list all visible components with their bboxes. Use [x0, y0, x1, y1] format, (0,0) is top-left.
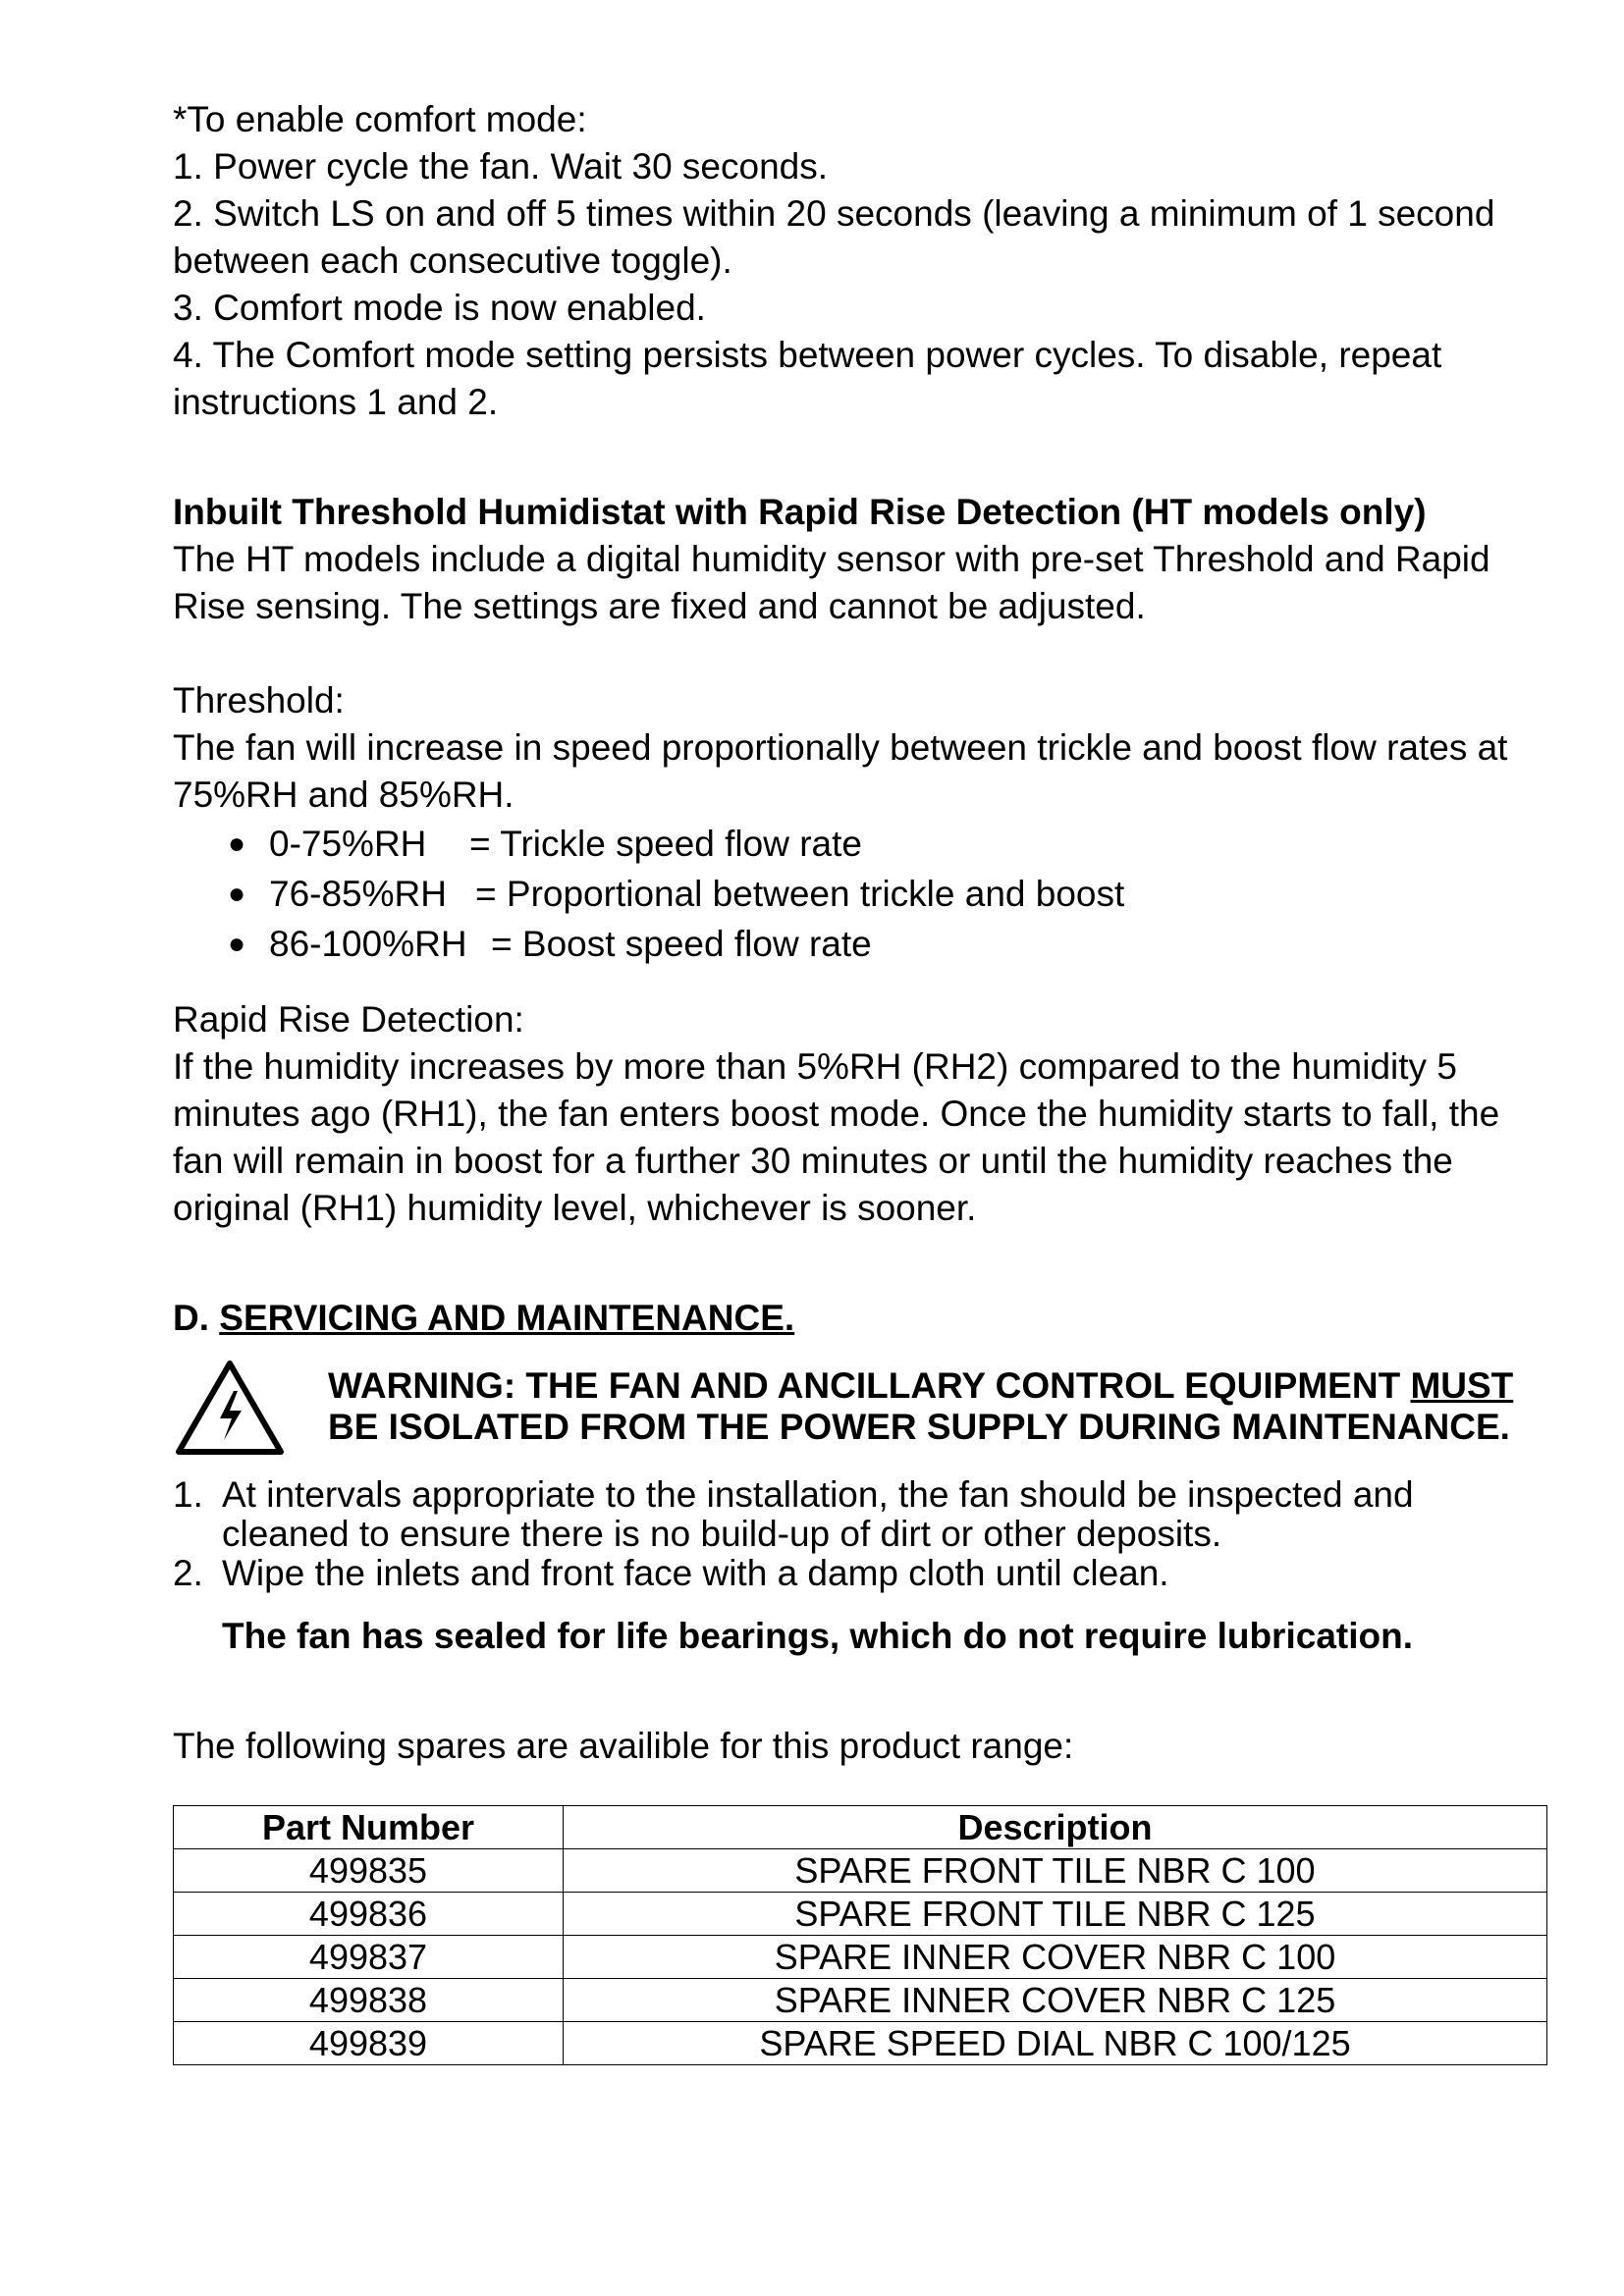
- part-number-cell: 499835: [174, 1849, 564, 1893]
- comfort-mode-heading: *To enable comfort mode:: [173, 99, 587, 139]
- description-cell: SPARE INNER COVER NBR C 125: [564, 1979, 1547, 2022]
- step-text: At intervals appropriate to the installation, the fan should be inspected and cleaned to ensure there is no build-up of dirt or other deposits.: [222, 1474, 1414, 1554]
- humidistat-intro: The HT models include a digital humidity sensor with pre-set Threshold and Rapid Rise sensing. The settings are fixed and cannot be adjusted.: [173, 539, 1490, 626]
- description-cell: SPARE SPEED DIAL NBR C 100/125: [564, 2022, 1547, 2065]
- header-description: Description: [564, 1806, 1547, 1849]
- step-number: 1.: [173, 1474, 203, 1515]
- bullet-icon: ●: [228, 878, 246, 910]
- maintenance-steps: [173, 1475, 1547, 1593]
- rapid-rise-label: Rapid Rise Detection:: [173, 999, 524, 1040]
- comfort-step-3: 3. Comfort mode is now enabled.: [173, 288, 706, 328]
- table-row: [174, 1893, 1547, 1936]
- table-row: [174, 1849, 1547, 1893]
- table-row: [174, 1979, 1547, 2022]
- threshold-label: Threshold:: [173, 680, 345, 721]
- servicing-prefix: D.: [173, 1298, 220, 1338]
- table-header-row: [174, 1806, 1547, 1849]
- rapid-rise-text: If the humidity increases by more than 5%RH (RH2) compared to the humidity 5 minutes ago (RH1), the fan enters boost mode. Once the humidity starts to fall, the fan will remain in boost for a further 30 minutes or until the humidity reaches the original (RH1) humidity level, whichever is sooner.: [173, 1046, 1500, 1228]
- part-number-cell: 499838: [174, 1979, 564, 2022]
- table-row: [174, 1936, 1547, 1979]
- maintenance-step: [173, 1554, 1547, 1593]
- bearing-note: The fan has sealed for life bearings, which do not require lubrication.: [222, 1616, 1413, 1656]
- bullet-icon: ●: [228, 828, 246, 860]
- servicing-title: SERVICING AND MAINTENANCE.: [219, 1298, 795, 1338]
- bullet-desc: = Proportional between trickle and boost: [475, 874, 1125, 914]
- description-cell: SPARE FRONT TILE NBR C 100: [564, 1849, 1547, 1893]
- electric-hazard-warning-icon: [173, 1358, 287, 1460]
- warning-text: WARNING: THE FAN AND ANCILLARY CONTROL EQUIPMENT MUST BE ISOLATED FROM THE POWER SUPPLY DURING MAINTENANCE.: [328, 1365, 1514, 1447]
- comfort-step-2: 2. Switch LS on and off 5 times within 20 seconds (leaving a minimum of 1 second between each consecutive toggle).: [173, 193, 1495, 281]
- step-text: Wipe the inlets and front face with a damp cloth until clean.: [222, 1553, 1169, 1593]
- part-number-cell: 499837: [174, 1936, 564, 1979]
- comfort-step-4: 4. The Comfort mode setting persists between power cycles. To disable, repeat instructions 1 and 2.: [173, 335, 1442, 422]
- description-cell: SPARE FRONT TILE NBR C 125: [564, 1893, 1547, 1936]
- maintenance-step: [173, 1475, 1547, 1554]
- part-number-cell: 499839: [174, 2022, 564, 2065]
- bullet-desc: = Trickle speed flow rate: [469, 824, 862, 864]
- bullet-range: 76-85%RH: [269, 874, 447, 914]
- warning-emphasis: MUST: [1410, 1365, 1514, 1406]
- humidistat-heading: Inbuilt Threshold Humidistat with Rapid Rise Detection (HT models only): [173, 492, 1427, 532]
- threshold-text: The fan will increase in speed proportionally between trickle and boost flow rates at 75%RH and 85%RH.: [173, 727, 1508, 815]
- bullet-item: [228, 869, 1547, 919]
- bullet-icon: ●: [228, 928, 246, 960]
- warning-block: [173, 1365, 1547, 1475]
- bullet-range: 86-100%RH: [269, 924, 467, 964]
- threshold-bullet-list: [173, 819, 1547, 969]
- spares-intro: The following spares are availible for this product range:: [173, 1726, 1074, 1766]
- bullet-range: 0-75%RH: [269, 824, 427, 864]
- part-number-cell: 499836: [174, 1893, 564, 1936]
- document-page: [173, 96, 1547, 2065]
- step-number: 2.: [173, 1553, 203, 1593]
- table-row: [174, 2022, 1547, 2065]
- servicing-heading: [173, 1295, 1547, 1342]
- bullet-item: [228, 819, 1547, 869]
- bullet-desc: = Boost speed flow rate: [491, 924, 872, 964]
- comfort-step-1: 1. Power cycle the fan. Wait 30 seconds.: [173, 146, 829, 187]
- header-part-number: Part Number: [174, 1806, 564, 1849]
- description-cell: SPARE INNER COVER NBR C 100: [564, 1936, 1547, 1979]
- spares-table: [173, 1805, 1547, 2065]
- bullet-item: [228, 919, 1547, 969]
